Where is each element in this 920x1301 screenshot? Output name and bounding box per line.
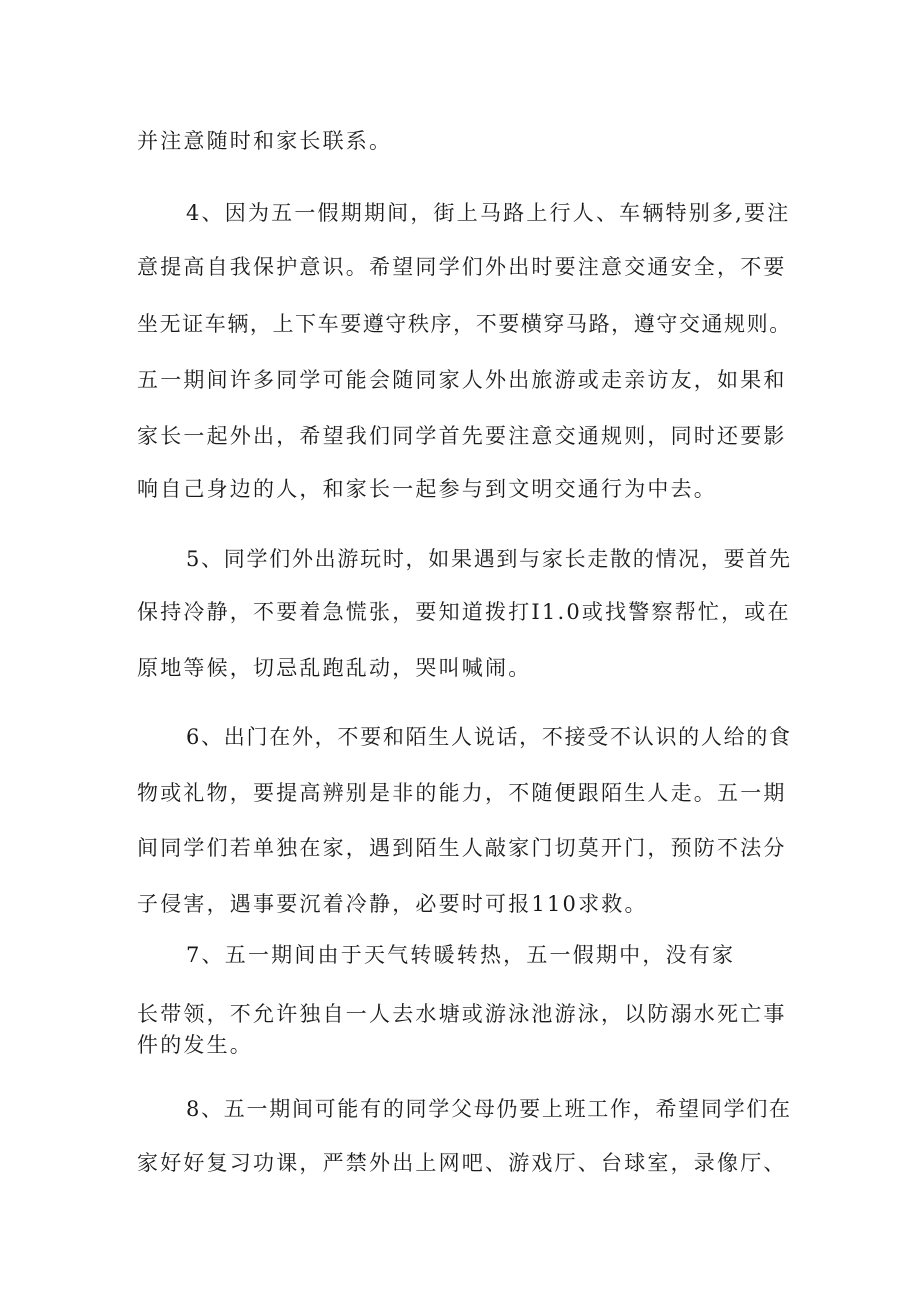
text-line: 间同学们若单独在家，遇到陌生人敲家门切莫开门，预防不法分 [137,836,787,860]
text-line: 物或礼物，要提高辨别是非的能力，不随便跟陌生人走。五一期 [137,781,787,805]
text-line: 5、同学们外出游玩时，如果遇到与家长走散的情况，要首先 [186,547,792,571]
text-line: 家长一起外出，希望我们同学首先要注意交通规则，同时还要影 [137,424,787,448]
text-line: 坐无证车辆，上下车要遵守秩序，不要横穿马路，遵守交通规则。 [137,312,792,336]
text-line: 6、出门在外，不要和陌生人说话，不接受不认识的人给的食 [186,725,792,749]
text-line: 长带领，不允许独自一人去水塘或游泳池游泳，以防溺水死亡事 [137,1002,787,1026]
text-line: 响自己身边的人，和家长一起参与到文明交通行为中去。 [137,477,717,501]
text-line: 五一期间许多同学可能会随同家人外出旅游或走亲访友，如果和 [137,368,787,392]
text-line: 子侵害，遇事要沉着冷静，必要时可报110求救。 [137,892,648,916]
text-line: 4、因为五一假期期间，街上马路上行人、车辆特别多,要注 [186,201,791,225]
text-line: 件的发生。 [137,1033,253,1057]
text-line: 保持冷静，不要着急慌张，要知道拨打I1.0或找警察帮忙，或在 [137,600,791,624]
text-line: 并注意随时和家长联系。 [137,129,393,153]
text-line: 意提高自我保护意识。希望同学们外出时要注意交通安全，不要 [137,255,787,279]
text-line: 8、五一期间可能有的同学父母仍要上班工作，希望同学们在 [186,1097,792,1121]
text-line: 7、五一期间由于天气转暖转热，五一假期中，没有家 [186,943,736,967]
text-line: 原地等候，切忌乱跑乱动，哭叫喊闹。 [137,656,532,680]
text-line: 家好好复习功课，严禁外出上网吧、游戏厅、台球室，录像厅、 [137,1151,787,1175]
